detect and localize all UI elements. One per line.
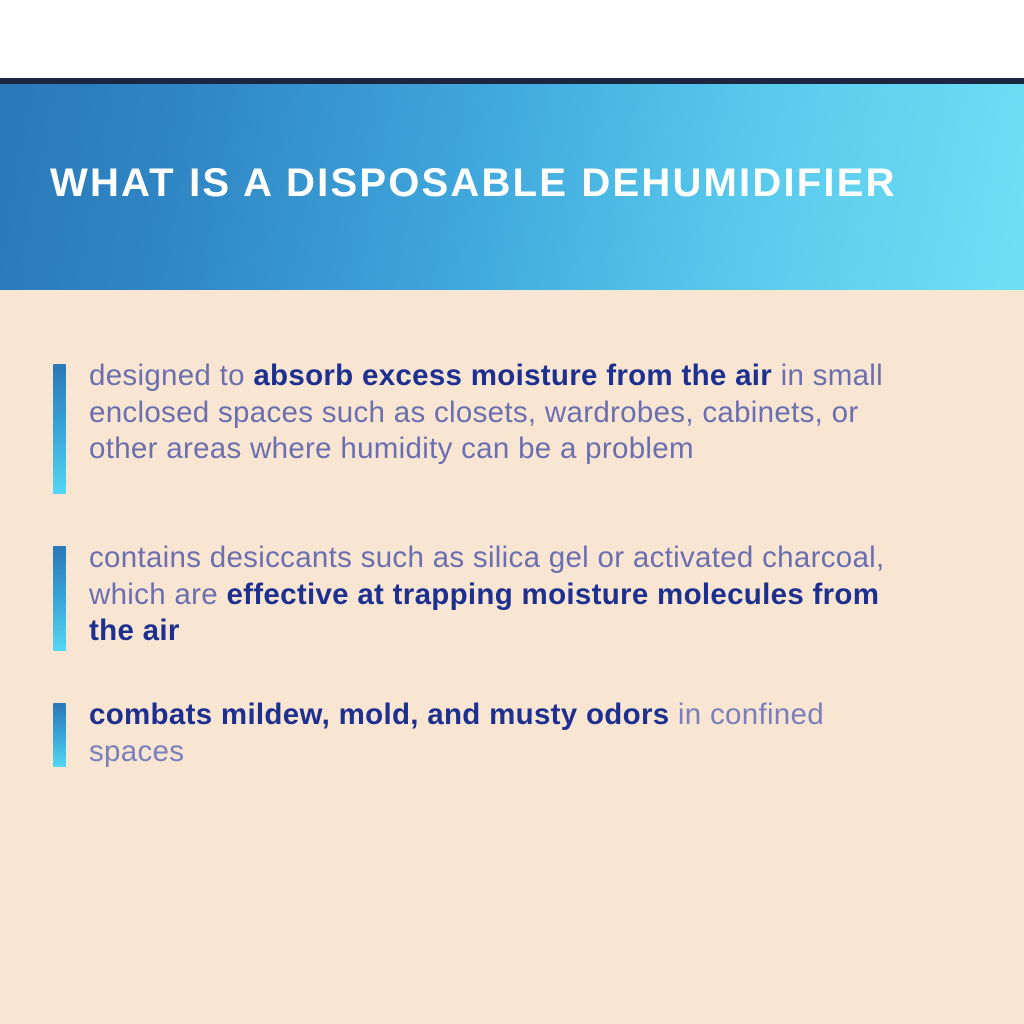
bullet-accent-bar — [53, 364, 66, 494]
bullet-3-text — [89, 697, 889, 770]
bullet-accent-bar — [53, 546, 66, 651]
bullet-list — [0, 358, 1024, 816]
emphasis-text: combats mildew, mold, and musty odors — [89, 698, 670, 731]
page-title: WHAT IS A DISPOSABLE DEHUMIDIFIER — [50, 160, 897, 205]
bullet-accent-bar — [53, 703, 66, 767]
emphasis-text: absorb excess moisture from the air — [253, 359, 773, 392]
plain-text: in small enclosed spaces such as closets, wardrobes, cabinets, or other areas where humidity can be a problem — [89, 359, 883, 466]
list-item — [0, 358, 1024, 494]
bullet-1-text — [89, 358, 889, 468]
body-panel — [0, 290, 1024, 1024]
bullet-2-text — [89, 540, 889, 650]
plain-text: in confined spaces — [89, 698, 824, 768]
top-white-strip — [0, 0, 1024, 82]
emphasis-text: effective at trapping moisture molecules from the air — [89, 577, 880, 648]
list-item — [0, 697, 1024, 770]
plain-text: designed to — [89, 359, 254, 392]
header-banner — [0, 84, 1024, 290]
list-item — [0, 540, 1024, 651]
plain-text: contains desiccants such as silica gel or activated charcoal, which are — [89, 541, 885, 611]
